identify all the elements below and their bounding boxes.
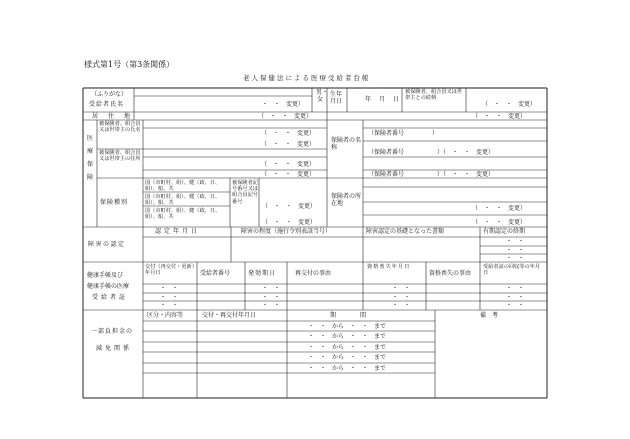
medical-insurance-label: 医療保険 — [87, 135, 94, 181]
insurance-type-label: 保険種別 — [100, 199, 129, 206]
insurer-number-3: （保険者番号 — [368, 171, 405, 178]
insurer-address-change-1: （ ・ ・ 変更） — [472, 205, 527, 212]
insured-number-change-2: （ ・ ・ 変更） — [262, 219, 317, 226]
disability-col-date: 認定年月日 — [155, 228, 201, 235]
cert-col-effective: 発効期日 — [248, 270, 277, 277]
copay-col-type: 区分・内容等 — [147, 312, 184, 319]
insurer-name-label: 保険者の名称 — [331, 137, 362, 151]
insurer-address-change-2: （ ・ ・ 変更） — [472, 219, 527, 226]
insurer-number-3-change: ）（ ・ ・ 変更） — [437, 171, 495, 178]
insured-number-change: （ ・ ・ 変更） — [262, 203, 317, 210]
address-label: 居 住 地 — [92, 113, 133, 120]
disability-col-end: 有期認定の終期 — [483, 228, 526, 235]
sex-label: 男・女 — [316, 89, 329, 103]
cert-dot-issue-1: ・ ・ — [160, 285, 179, 292]
disability-col-degree: 障害の程度（施行令別表該当号） — [241, 228, 332, 235]
cert-dot-lost-2: ・ ・ — [392, 294, 411, 301]
name-label: 受給者氏名 — [89, 101, 125, 108]
address-change-1: （ ・ ・ 変更） — [258, 113, 313, 120]
furigana-label: （ふりがな） — [91, 91, 128, 98]
holder-address-change-1: （ ・ ・ 変更） — [261, 161, 316, 168]
cert-label-1: 健康手帳及び — [87, 272, 124, 279]
copay-label-2: 減免関係 — [96, 345, 133, 352]
holder-address-label: 被保険者、組合員又は世帯主の住所 — [99, 150, 141, 163]
holder-address-change-2: （ ・ ・ 変更） — [261, 171, 316, 178]
address-change-2: （ ・ ・ 変更） — [472, 113, 527, 120]
form-number: 様式第1号（第3条関係） — [84, 60, 175, 69]
dob-label: 生年月日 — [330, 91, 343, 105]
disability-col-document: 障害認定の基礎となった書類 — [366, 228, 445, 235]
insurer-number-2-change: ）（ ・ ・ 変更） — [437, 149, 495, 156]
cert-dot-ret-2: ・ ・ — [506, 294, 525, 301]
cert-col-return: 受給者証の回収等の年月日 — [483, 264, 541, 277]
insurance-type-option-1: 国（市町村、組）、健（政、日、組）、船、共 — [145, 180, 221, 193]
cert-dot-lost-1: ・ ・ — [392, 285, 411, 292]
cert-dot-lost-3: ・ ・ — [392, 302, 411, 309]
disability-dot-1: ・ ・ — [506, 238, 525, 245]
copay-period-2: ・ ・ から ・ ・ まで — [308, 333, 387, 340]
insurer-number-2: （保険者番号 — [368, 149, 405, 156]
holder-name-label: 被保険者、組合員又は世帯主の氏名 — [99, 121, 141, 134]
insurance-type-option-2: 国（市町村、組）、健（政、日、組）、船、共 — [145, 194, 221, 207]
insurer-number-1-close: ） — [432, 130, 439, 137]
cert-col-issue: 交付（再交付・更新）年月日 — [145, 264, 195, 277]
copay-label-1: 一部負担金の — [91, 328, 134, 335]
relation-change: （ ・ ・ 変更） — [482, 101, 537, 108]
cert-dot-issue-3: ・ ・ — [160, 302, 179, 309]
name-change: ・ ・ 変更） — [262, 101, 305, 108]
disability-dot-3: ・ ・ — [506, 255, 525, 262]
copay-period-1: ・ ・ から ・ ・ まで — [308, 323, 387, 330]
insured-number-label: 被保険者記号番号又は組合員記号番号 — [232, 180, 258, 205]
copay-period-5: ・ ・ から ・ ・ まで — [308, 365, 387, 372]
insurance-type-option-3: 国（市町村、組）、健（政、日、組）、船、共 — [145, 208, 221, 221]
page-title: 老人保健法による医療受給者台帳 — [243, 74, 371, 82]
cert-col-reason: 再交付の事由 — [295, 270, 332, 277]
disability-label: 障害の認定 — [88, 241, 126, 248]
cert-col-lost-reason: 資格喪失の事由 — [429, 270, 472, 277]
holder-name-change-1: （ ・ ・ 変更） — [261, 130, 316, 137]
holder-name-change-2: （ ・ ・ 変更） — [261, 141, 316, 148]
cert-dot-ret-1: ・ ・ — [506, 285, 525, 292]
cert-col-lost-date: 資格喪失年月日 — [367, 264, 411, 270]
cert-dot-eff-3: ・ ・ — [262, 302, 281, 309]
cert-label-3: 受給者証 — [92, 294, 129, 301]
cert-dot-eff-1: ・ ・ — [262, 285, 281, 292]
copay-col-note: 備 考 — [480, 312, 499, 319]
cert-dot-issue-2: ・ ・ — [160, 294, 179, 301]
relation-label: 被保険者、組合員又は世帯主との続柄 — [405, 89, 463, 102]
copay-period-4: ・ ・ から ・ ・ まで — [308, 354, 387, 361]
cert-label-2: 健康手帳の医療 — [87, 283, 130, 290]
insurer-address-label: 保険者の所在地 — [331, 193, 362, 207]
disability-dot-2: ・ ・ — [506, 247, 525, 254]
cert-col-number: 受給者番号 — [200, 270, 231, 277]
copay-col-date: 交付・再交付年月日 — [202, 312, 257, 319]
cert-dot-ret-3: ・ ・ — [506, 302, 525, 309]
dob-value: 年 月 日 — [365, 96, 401, 103]
copay-period-3: ・ ・ から ・ ・ まで — [308, 344, 387, 351]
cert-dot-eff-2: ・ ・ — [262, 294, 281, 301]
insurer-number-1: （保険者番号 — [368, 130, 405, 137]
copay-col-period: 期 間 — [330, 312, 367, 319]
